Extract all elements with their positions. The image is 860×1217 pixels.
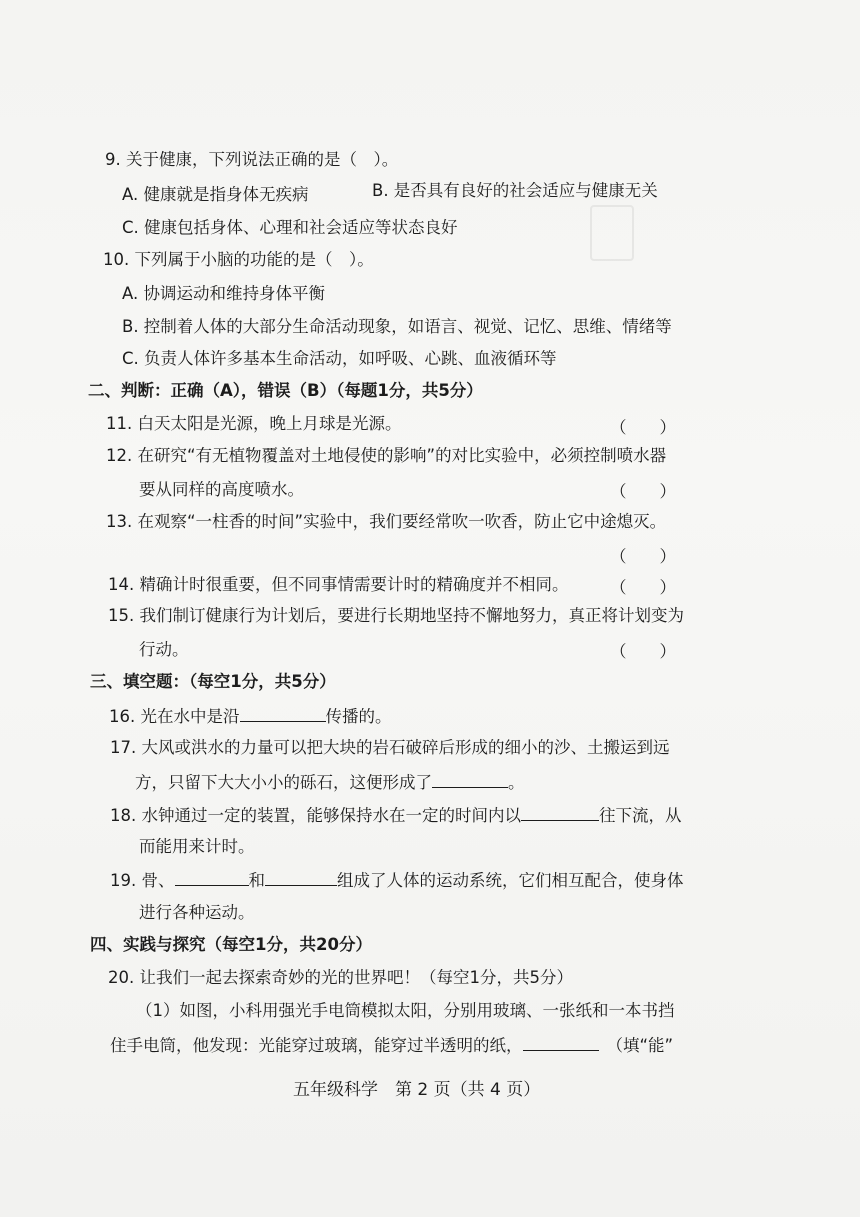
q10-option-b: B. 控制着人体的大部分生命活动现象，如语言、视觉、记忆、思维、情绪等: [122, 317, 672, 336]
q13-answer-paren[interactable]: （ ）: [610, 547, 676, 566]
q10-stem: 10. 下列属于小脑的功能的是（ ）。: [103, 250, 374, 269]
q20-stem: 20. 让我们一起去探索奇妙的光的世界吧！（每空1分，共5分）: [108, 968, 573, 987]
q20-blank[interactable]: [523, 1036, 599, 1051]
q12-line2: 要从同样的高度喷水。: [139, 480, 304, 499]
q19-mid: 和: [248, 871, 265, 890]
q18-line1: [110, 806, 682, 825]
q12-answer-paren[interactable]: （ ）: [610, 482, 676, 501]
q16-post: 传播的。: [325, 707, 392, 726]
q10-option-a: A. 协调运动和维持身体平衡: [122, 284, 325, 303]
q16-pre: 16. 光在水中是沿: [109, 707, 240, 726]
q11-text: 11. 白天太阳是光源，晚上月球是光源。: [106, 414, 402, 433]
q20-part1-line2-post: （填“能”: [606, 1036, 674, 1055]
q18-line1-post: 往下流，从: [599, 806, 682, 825]
q9-stem: 9. 关于健康，下列说法正确的是（ ）。: [105, 150, 399, 169]
section3-title: 三、填空题：（每空1分，共5分）: [90, 672, 336, 691]
q15-answer-paren[interactable]: （ ）: [610, 642, 676, 661]
q19-post: 组成了人体的运动系统，它们相互配合，使身体: [337, 871, 684, 890]
q19-line1: [110, 871, 684, 890]
q17-line2: [135, 773, 525, 792]
q19-line2: 进行各种运动。: [139, 903, 255, 922]
q19-blank-1[interactable]: [175, 871, 249, 886]
q17-line2-pre: 方，只留下大大小小的砾石，这便形成了: [135, 773, 432, 792]
q13-text: 13. 在观察“一柱香的时间”实验中，我们要经常吹一吹香，防止它中途熄灭。: [106, 512, 667, 531]
q19-pre: 19. 骨、: [110, 871, 175, 890]
q15-line2: 行动。: [139, 640, 189, 659]
q20-part1-line2: [110, 1036, 673, 1055]
q14-answer-paren[interactable]: （ ）: [610, 578, 676, 597]
q18-blank[interactable]: [521, 806, 599, 821]
q11-answer-paren[interactable]: （ ）: [610, 418, 676, 437]
q19-blank-2[interactable]: [265, 871, 337, 886]
q18-line1-pre: 18. 水钟通过一定的装置，能够保持水在一定的时间内以: [110, 806, 521, 825]
page-footer: 五年级科学 第 2 页（共 4 页）: [293, 1080, 541, 1100]
q10-option-c: C. 负责人体许多基本生命活动，如呼吸、心跳、血液循环等: [122, 349, 557, 368]
q20-part1-line2-pre: 住手电筒，他发现：光能穿过玻璃，能穿过半透明的纸，: [110, 1036, 523, 1055]
section4-title: 四、实践与探究（每空1分，共20分）: [90, 935, 372, 954]
q14-text: 14. 精确计时很重要，但不同事情需要计时的精确度并不相同。: [108, 575, 569, 594]
q16: [109, 707, 392, 726]
q12-line1: 12. 在研究“有无植物覆盖对土地侵使的影响”的对比实验中，必须控制喷水器: [106, 446, 667, 465]
q9-option-c: C. 健康包括身体、心理和社会适应等状态良好: [122, 218, 458, 237]
q17-line1: 17. 大风或洪水的力量可以把大块的岩石破碎后形成的细小的沙、土搬运到远: [110, 738, 670, 757]
q17-blank[interactable]: [432, 773, 508, 788]
q15-line1: 15. 我们制订健康行为计划后，要进行长期地坚持不懈地努力，真正将计划变为: [108, 606, 684, 625]
q20-part1-line1: （1）如图，小科用强光手电筒模拟太阳，分别用玻璃、一张纸和一本书挡: [136, 1001, 675, 1020]
bleed-through-box: [590, 205, 634, 261]
q18-line2: 而能用来计时。: [139, 837, 255, 856]
q17-line2-post: 。: [508, 773, 525, 792]
q16-blank[interactable]: [240, 707, 326, 722]
q9-option-b: B. 是否具有良好的社会适应与健康无关: [372, 181, 658, 200]
q9-option-a: A. 健康就是指身体无疾病: [122, 185, 309, 204]
section2-title: 二、判断：正确（A），错误（B）（每题1分，共5分）: [88, 381, 483, 400]
